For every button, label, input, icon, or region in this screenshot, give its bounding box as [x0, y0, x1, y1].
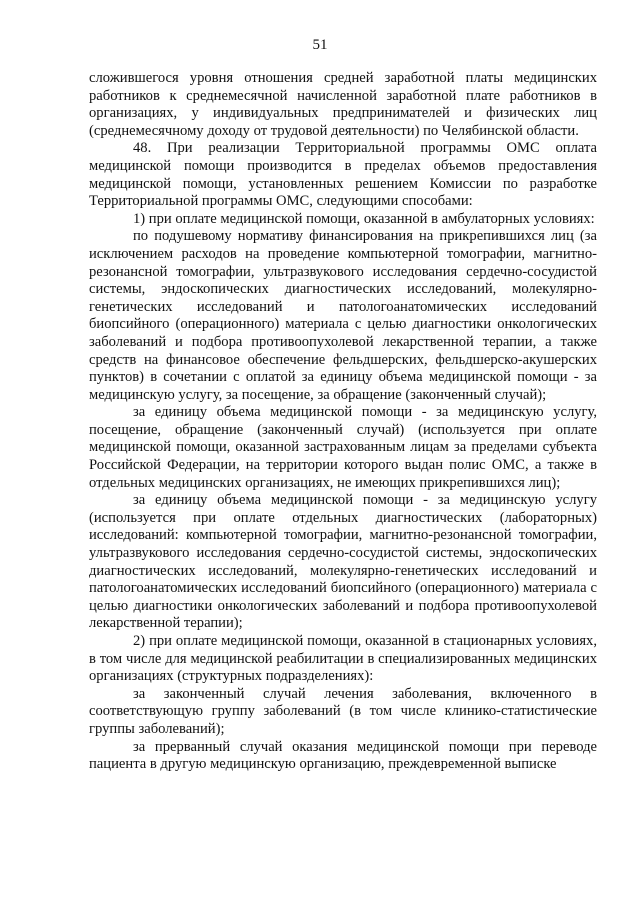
paragraph-completed-case: за законченный случай лечения заболевания, включенного в соответствующую группу заболеваний (в том числе клинико-статистические группы заболеваний); — [89, 685, 597, 737]
paragraph-unit-volume-service: за единицу объема медицинской помощи - за медицинскую услугу (используется при оплате отдельных диагностических (лабораторных) исследований: компьютерной томографии, магнитно-резонансной томографии, ультразвукового исследования сердечно-сосудистой системы, эндоскопических диагностических исследований, молекулярно-генетических исследований и патологоанатомических исследований биопсийного (операционного) материала с целью диагностики онкологических заболеваний и подбора противоопухолевой лекарственной терапии); — [89, 492, 597, 632]
paragraph-ambulatory-heading: 1) при оплате медицинской помощи, оказанной в амбулаторных условиях: — [133, 210, 595, 227]
paragraph-interrupted-case: за прерванный случай оказания медицинской помощи при переводе пациента в другую медицинскую организацию, преждевременной выписке — [89, 738, 597, 773]
page-number: 51 — [312, 37, 328, 53]
paragraph-item-48: 48. При реализации Территориальной программы ОМС оплата медицинской помощи производится в пределах объемов предоставления медицинской помощи, установленных решением Комиссии по разработке Территориальной программы ОМС, следующими способами: — [89, 140, 597, 210]
document-body — [89, 70, 597, 774]
paragraph-inpatient-heading: 2) при оплате медицинской помощи, оказанной в стационарных условиях, в том числе для медицинской реабилитации в специализированных медицинских организациях (структурных подразделениях): — [89, 633, 597, 685]
paragraph-unit-volume-visit: за единицу объема медицинской помощи - за медицинскую услугу, посещение, обращение (законченный случай) (используется при оплате медицинской помощи, оказанной застрахованным лицам за пределами субъекта Российской Федерации, на территории которого выдан полис ОМС, а также в отдельных медицинских организациях, не имеющих прикрепившихся лиц); — [89, 404, 597, 491]
paragraph-continuation: сложившегося уровня отношения средней заработной платы медицинских работников к среднемесячной начисленной заработной плате работников в организациях, у индивидуальных предпринимателей и физических лиц (среднемесячному доходу от трудовой деятельности) по Челябинской области. — [89, 70, 597, 139]
paragraph-per-capita-norm: по подушевому нормативу финансирования на прикрепившихся лиц (за исключением расходов на проведение компьютерной томографии, магнитно-резонансной томографии, ультразвукового исследования сердечно-сосудистой системы, эндоскопических диагностических исследований, молекулярно-генетических исследований и патологоанатомических исследований биопсийного (операционного) материала с целью диагностики онкологических заболеваний и подбора противоопухолевой лекарственной терапии, а также средств на финансовое обеспечение фельдшерских, фельдшерско-акушерских пунктов) в сочетании с оплатой за единицу объема медицинской помощи - за медицинскую услугу, за посещение, за обращение (законченный случай); — [89, 228, 597, 403]
